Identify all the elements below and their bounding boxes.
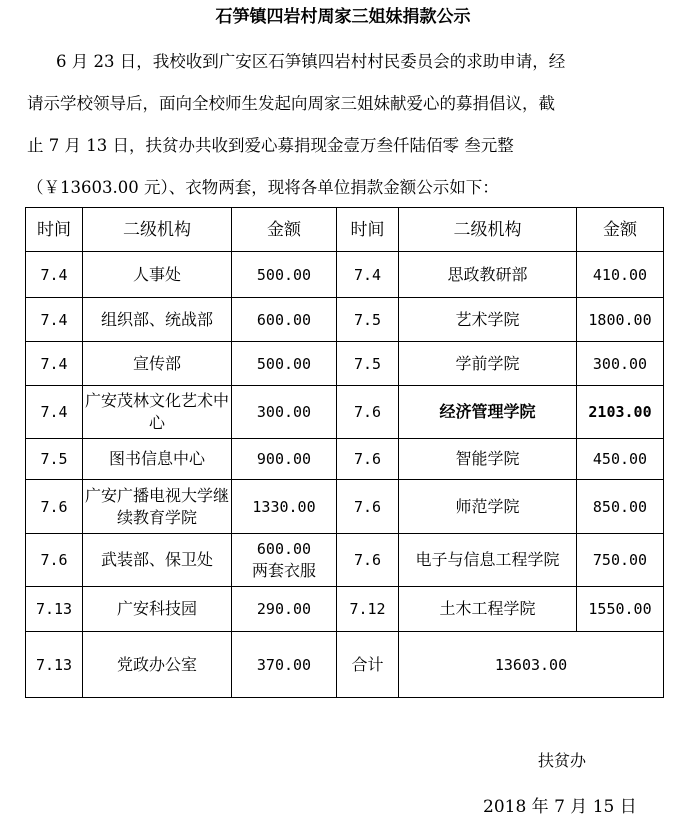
paragraph-line-4: （￥13603.00 元）、衣物两套，现将各单位捐款金额公示如下： [27,178,499,197]
cell-amount: 750.00 [577,534,664,587]
cell-amount: 1330.00 [232,480,337,534]
cell-org: 图书信息中心 [83,439,232,480]
cell-amount: 1800.00 [577,298,664,342]
cell-amount: 300.00 [577,342,664,386]
cell-org: 智能学院 [399,439,577,480]
cell-amount-note: 两套衣服 [251,561,316,580]
header-org-2: 二级机构 [399,208,577,252]
total-label: 合计 [337,632,399,698]
cell-time: 7.5 [26,439,83,480]
paragraph-line-3: 止 7 月 13 日，扶贫办共收到爱心募捐现金壹万叁仟陆佰零 叁元整 [27,136,514,155]
cell-amount: 370.00 [232,632,337,698]
cell-time: 7.4 [26,298,83,342]
cell-org: 广安茂林文化艺术中心 [83,386,232,439]
cell-time: 7.12 [337,587,399,632]
donation-table [25,207,664,698]
cell-amount: 290.00 [232,587,337,632]
signature-office: 扶贫办 [538,751,587,770]
cell-time: 7.4 [26,252,83,298]
cell-time: 7.6 [337,480,399,534]
table-row [26,534,664,587]
cell-org: 党政办公室 [83,632,232,698]
cell-org: 广安科技园 [83,587,232,632]
cell-amount: 850.00 [577,480,664,534]
header-org-1: 二级机构 [83,208,232,252]
header-time-2: 时间 [337,208,399,252]
cell-amount: 600.00 [232,298,337,342]
cell-time: 7.6 [337,534,399,587]
cell-time: 7.4 [337,252,399,298]
header-amount-2: 金额 [577,208,664,252]
cell-org: 艺术学院 [399,298,577,342]
cell-amount: 500.00 [232,252,337,298]
table-row [26,342,664,386]
paragraph-line-2: 请示学校领导后，面向全校师生发起向周家三姐妹献爱心的募捐倡议，截 [27,94,555,113]
cell-amount: 500.00 [232,342,337,386]
cell-amount: 450.00 [577,439,664,480]
cell-time: 7.4 [26,342,83,386]
paragraph-line-1: 6 月 23 日，我校收到广安区石笋镇四岩村村民委员会的求助申请，经 [56,52,566,71]
cell-org: 广安广播电视大学继续教育学院 [83,480,232,534]
total-value: 13603.00 [399,632,664,698]
table-row [26,439,664,480]
cell-org: 土木工程学院 [399,587,577,632]
cell-amount: 410.00 [577,252,664,298]
table-row [26,386,664,439]
cell-time: 7.4 [26,386,83,439]
cell-time: 7.6 [337,439,399,480]
header-time-1: 时间 [26,208,83,252]
cell-time: 7.6 [26,480,83,534]
cell-time: 7.6 [26,534,83,587]
cell-org: 经济管理学院 [399,386,577,439]
cell-org: 思政教研部 [399,252,577,298]
cell-amount: 2103.00 [577,386,664,439]
cell-org: 电子与信息工程学院 [399,534,577,587]
cell-amount-with-note [232,534,337,587]
cell-org: 武装部、保卫处 [83,534,232,587]
cell-amount: 600.00 [256,540,312,558]
table-header-row [26,208,664,252]
cell-time: 7.13 [26,587,83,632]
cell-org: 人事处 [83,252,232,298]
cell-org: 师范学院 [399,480,577,534]
cell-time: 7.6 [337,386,399,439]
cell-org: 组织部、统战部 [83,298,232,342]
header-amount-1: 金额 [232,208,337,252]
signature-date: 2018 年 7 月 15 日 [483,797,637,817]
cell-amount: 300.00 [232,386,337,439]
cell-amount: 1550.00 [577,587,664,632]
table-row [26,298,664,342]
cell-time: 7.5 [337,298,399,342]
cell-org: 学前学院 [399,342,577,386]
table-row-total [26,632,664,698]
cell-time: 7.5 [337,342,399,386]
table-row [26,480,664,534]
document-title: 石笋镇四岩村周家三姐妹捐款公示 [215,7,471,27]
cell-org: 宣传部 [83,342,232,386]
table-row [26,587,664,632]
table-row [26,252,664,298]
cell-time: 7.13 [26,632,83,698]
cell-amount: 900.00 [232,439,337,480]
